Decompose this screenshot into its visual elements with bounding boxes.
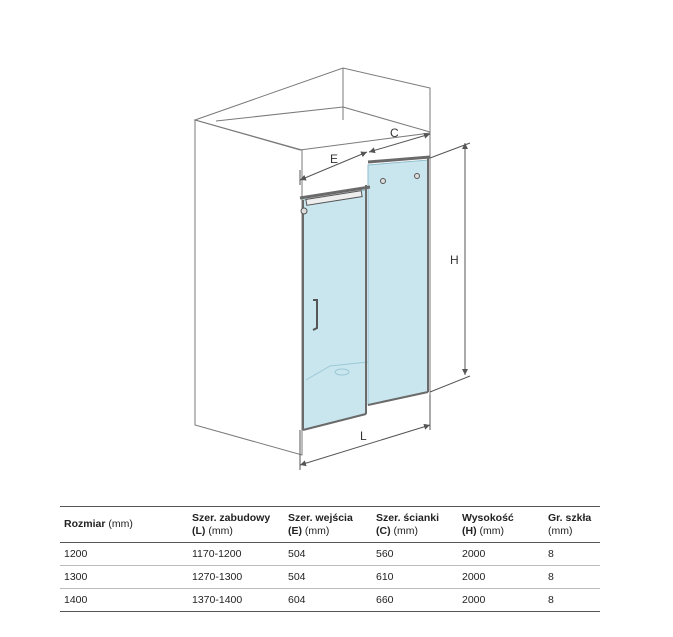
- cell-height: 2000: [462, 571, 486, 583]
- cell-glass-thickness: 8: [548, 548, 554, 560]
- cell-size: 1400: [64, 594, 88, 606]
- cell-glass-thickness: 8: [548, 594, 554, 606]
- cell-build-width: 1170-1200: [192, 548, 242, 560]
- table-header-row: [60, 507, 600, 543]
- dimension-h: [430, 143, 470, 392]
- table-row: [60, 543, 600, 566]
- dimension-label-e: E: [330, 152, 339, 166]
- header-height: Wysokość (H) (mm): [462, 511, 514, 537]
- dimension-label-c: C: [390, 126, 399, 140]
- cell-size: 1300: [64, 571, 88, 583]
- cell-glass-thickness: 8: [548, 571, 554, 583]
- cell-panel-width: 660: [376, 594, 394, 606]
- header-entry-width: Szer. wejścia (E) (mm): [288, 511, 353, 537]
- cell-entry-width: 504: [288, 548, 306, 560]
- cell-build-width: 1270-1300: [192, 571, 243, 583]
- cell-height: 2000: [462, 594, 486, 606]
- fixed-glass-panel: [368, 160, 428, 405]
- header-build-width: Szer. zabudowy (L) (mm): [192, 511, 271, 537]
- header-panel-width: Szer. ścianki (C) (mm): [376, 511, 440, 537]
- table-row: [60, 589, 600, 612]
- header-size: Rozmiar (mm): [64, 518, 133, 530]
- table-row: [60, 566, 600, 589]
- size-spec-table: [60, 506, 600, 612]
- cell-panel-width: 610: [376, 571, 394, 583]
- dimension-label-h: H: [450, 253, 459, 267]
- header-glass-thickness: Gr. szkła (mm): [548, 511, 592, 537]
- cell-size: 1200: [64, 548, 88, 560]
- cell-entry-width: 604: [288, 594, 306, 606]
- sliding-glass-door: [303, 190, 366, 430]
- cell-height: 2000: [462, 548, 486, 560]
- dimension-label-l: L: [360, 429, 367, 443]
- cell-build-width: 1370-1400: [192, 594, 243, 606]
- cell-entry-width: 504: [288, 571, 306, 583]
- cell-panel-width: 560: [376, 548, 394, 560]
